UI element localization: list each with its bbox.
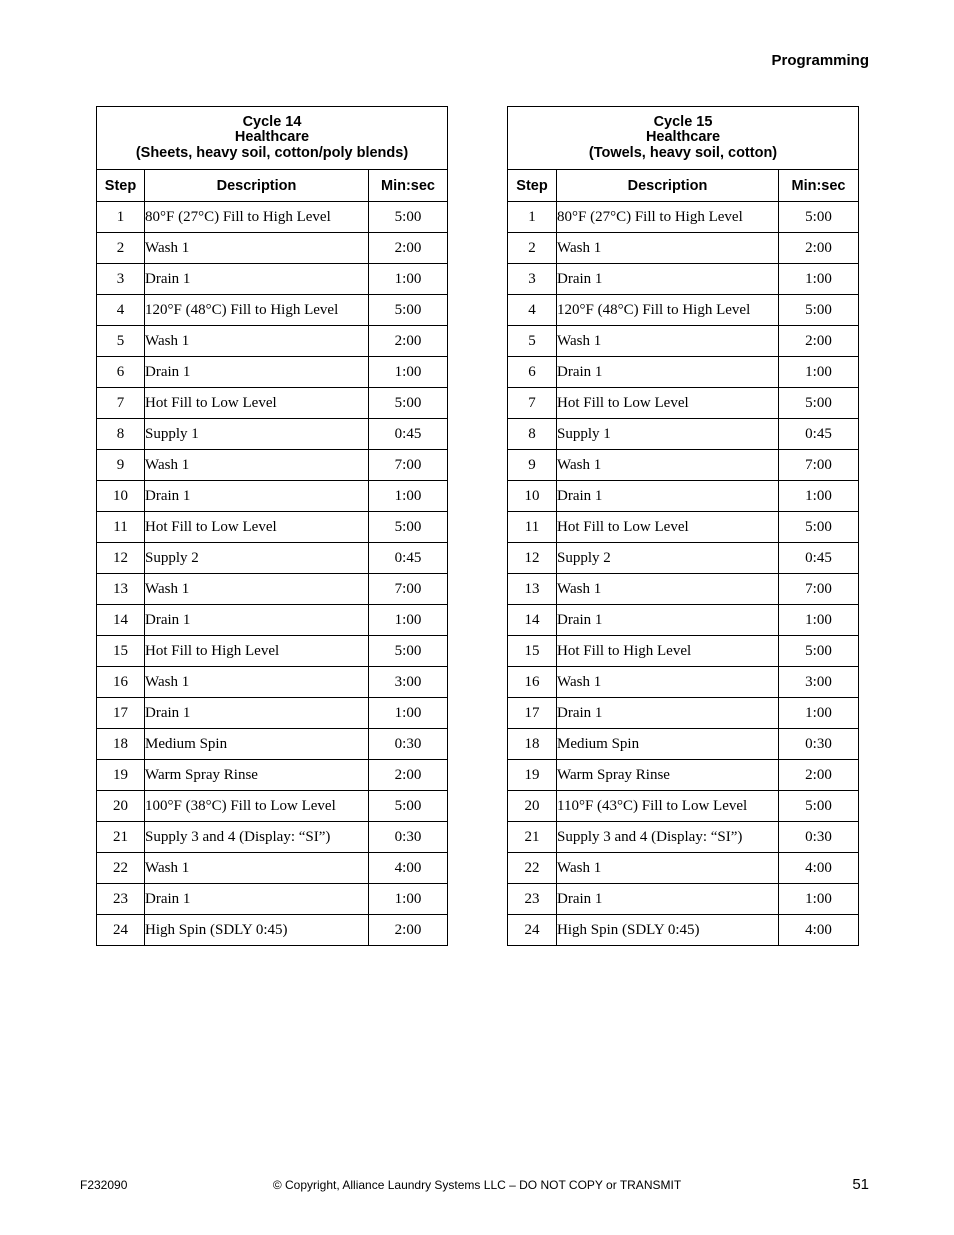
step-cell: 21 [97,822,145,853]
table-row [508,605,859,636]
description-cell: Drain 1 [145,481,369,512]
table-row [97,481,448,512]
table-row [508,419,859,450]
time-cell: 1:00 [779,481,859,512]
table-row [97,326,448,357]
time-cell: 0:30 [369,822,448,853]
description-cell: Wash 1 [145,326,369,357]
table-row [508,574,859,605]
time-cell: 1:00 [369,884,448,915]
time-cell: 5:00 [779,791,859,822]
time-cell: 5:00 [779,388,859,419]
time-cell: 5:00 [779,512,859,543]
cycle-number: Cycle 15 [653,113,713,130]
time-cell: 0:45 [369,543,448,574]
description-cell: 120°F (48°C) Fill to High Level [557,295,779,326]
step-cell: 20 [508,791,557,822]
time-cell: 1:00 [369,264,448,295]
description-cell: Drain 1 [145,698,369,729]
time-cell: 1:00 [369,357,448,388]
table-row [508,326,859,357]
cycle-category: Healthcare [234,129,310,146]
table-row [97,512,448,543]
description-cell: 100°F (38°C) Fill to Low Level [145,791,369,822]
step-cell: 15 [97,636,145,667]
step-cell: 4 [508,295,557,326]
time-cell: 7:00 [369,450,448,481]
description-cell: Supply 3 and 4 (Display: “SI”) [557,822,779,853]
description-cell: Supply 3 and 4 (Display: “SI”) [145,822,369,853]
table-row [508,636,859,667]
step-cell: 4 [97,295,145,326]
page-number: 51 [852,1176,869,1193]
cycle-15-table [507,106,859,946]
description-cell: Wash 1 [557,450,779,481]
table-row [97,853,448,884]
table-row [508,202,859,233]
step-cell: 13 [508,574,557,605]
time-cell: 7:00 [779,574,859,605]
step-cell: 18 [508,729,557,760]
table-row [97,295,448,326]
step-cell: 7 [97,388,145,419]
table-row [508,512,859,543]
table-row [97,698,448,729]
description-cell: Wash 1 [145,450,369,481]
description-cell: Wash 1 [557,667,779,698]
table-title-row [508,107,859,170]
table-row [97,822,448,853]
description-cell: 80°F (27°C) Fill to High Level [145,202,369,233]
column-header-step: Step [508,170,557,202]
table-row [97,450,448,481]
table-row [97,264,448,295]
time-cell: 2:00 [369,326,448,357]
table-row [508,667,859,698]
time-cell: 5:00 [369,791,448,822]
table-row [97,543,448,574]
table-row [508,450,859,481]
step-cell: 9 [508,450,557,481]
step-cell: 10 [97,481,145,512]
step-cell: 22 [97,853,145,884]
step-cell: 24 [97,915,145,946]
table-row [97,605,448,636]
description-cell: Hot Fill to Low Level [557,388,779,419]
table-row [97,202,448,233]
description-cell: Warm Spray Rinse [145,760,369,791]
description-cell: Wash 1 [145,233,369,264]
description-cell: Supply 1 [557,419,779,450]
step-cell: 7 [508,388,557,419]
time-cell: 7:00 [779,450,859,481]
time-cell: 5:00 [369,512,448,543]
description-cell: High Spin (SDLY 0:45) [145,915,369,946]
step-cell: 17 [508,698,557,729]
step-cell: 19 [508,760,557,791]
table-title [97,107,448,170]
table-row [97,574,448,605]
time-cell: 1:00 [779,605,859,636]
step-cell: 23 [508,884,557,915]
step-cell: 22 [508,853,557,884]
cycle-number: Cycle 14 [242,113,302,130]
description-cell: Wash 1 [557,853,779,884]
step-cell: 1 [508,202,557,233]
step-cell: 15 [508,636,557,667]
column-header-description: Description [557,170,779,202]
time-cell: 5:00 [779,202,859,233]
description-cell: Wash 1 [145,574,369,605]
step-cell: 13 [97,574,145,605]
table-row [97,915,448,946]
time-cell: 0:45 [779,419,859,450]
step-cell: 3 [508,264,557,295]
time-cell: 5:00 [779,636,859,667]
description-cell: Drain 1 [145,605,369,636]
description-cell: Medium Spin [145,729,369,760]
table-row [97,884,448,915]
time-cell: 2:00 [779,760,859,791]
description-cell: 110°F (43°C) Fill to Low Level [557,791,779,822]
time-cell: 1:00 [779,698,859,729]
description-cell: Hot Fill to Low Level [145,388,369,419]
table-row [97,791,448,822]
table-title-row [97,107,448,170]
description-cell: Drain 1 [145,884,369,915]
time-cell: 0:30 [369,729,448,760]
time-cell: 0:45 [369,419,448,450]
section-title: Programming [771,52,869,69]
step-cell: 8 [508,419,557,450]
copyright-notice: © Copyright, Alliance Laundry Systems LLC – DO NOT COPY or TRANSMIT [272,1178,682,1192]
time-cell: 1:00 [779,884,859,915]
time-cell: 1:00 [369,698,448,729]
table-row [97,729,448,760]
description-cell: Hot Fill to High Level [557,636,779,667]
description-cell: Drain 1 [557,605,779,636]
table-title [508,107,859,170]
table-row [508,233,859,264]
description-cell: Drain 1 [145,264,369,295]
step-cell: 14 [508,605,557,636]
description-cell: Drain 1 [557,698,779,729]
table-row [508,543,859,574]
table-row [508,295,859,326]
step-cell: 10 [508,481,557,512]
time-cell: 1:00 [779,264,859,295]
time-cell: 2:00 [779,233,859,264]
column-header-time: Min:sec [369,170,448,202]
time-cell: 4:00 [369,853,448,884]
time-cell: 1:00 [369,481,448,512]
table-row [97,233,448,264]
time-cell: 2:00 [369,760,448,791]
step-cell: 20 [97,791,145,822]
description-cell: Supply 1 [145,419,369,450]
description-cell: Hot Fill to High Level [145,636,369,667]
step-cell: 6 [508,357,557,388]
time-cell: 0:45 [779,543,859,574]
time-cell: 1:00 [369,605,448,636]
step-cell: 2 [508,233,557,264]
step-cell: 3 [97,264,145,295]
description-cell: Hot Fill to Low Level [557,512,779,543]
description-cell: Wash 1 [557,574,779,605]
table-row [97,388,448,419]
table-row [97,357,448,388]
step-cell: 18 [97,729,145,760]
time-cell: 5:00 [369,295,448,326]
column-header-row [97,170,448,202]
step-cell: 14 [97,605,145,636]
description-cell: Supply 2 [145,543,369,574]
step-cell: 21 [508,822,557,853]
description-cell: 80°F (27°C) Fill to High Level [557,202,779,233]
time-cell: 5:00 [369,202,448,233]
cycle-14-table [96,106,448,946]
table-row [508,760,859,791]
description-cell: Warm Spray Rinse [557,760,779,791]
table-row [97,760,448,791]
table-row [508,822,859,853]
step-cell: 6 [97,357,145,388]
description-cell: Wash 1 [145,667,369,698]
description-cell: Drain 1 [557,357,779,388]
cycle-category: Healthcare [645,129,721,146]
table-row [97,636,448,667]
cycle-subtitle: (Sheets, heavy soil, cotton/poly blends) [135,144,409,161]
description-cell: Drain 1 [557,264,779,295]
step-cell: 1 [97,202,145,233]
description-cell: 120°F (48°C) Fill to High Level [145,295,369,326]
step-cell: 17 [97,698,145,729]
time-cell: 1:00 [779,357,859,388]
description-cell: Drain 1 [557,884,779,915]
table-row [508,853,859,884]
time-cell: 5:00 [369,388,448,419]
step-cell: 23 [97,884,145,915]
cycle-subtitle: (Towels, heavy soil, cotton) [588,144,778,161]
description-cell: Wash 1 [145,853,369,884]
table-row [508,884,859,915]
description-cell: Drain 1 [557,481,779,512]
time-cell: 0:30 [779,822,859,853]
description-cell: Wash 1 [557,326,779,357]
step-cell: 11 [508,512,557,543]
time-cell: 3:00 [369,667,448,698]
table-row [508,264,859,295]
step-cell: 12 [508,543,557,574]
step-cell: 16 [508,667,557,698]
table-row [508,915,859,946]
table-row [508,481,859,512]
step-cell: 9 [97,450,145,481]
column-header-description: Description [145,170,369,202]
table-row [508,729,859,760]
time-cell: 0:30 [779,729,859,760]
column-header-row [508,170,859,202]
description-cell: Wash 1 [557,233,779,264]
step-cell: 2 [97,233,145,264]
step-cell: 16 [97,667,145,698]
time-cell: 2:00 [369,233,448,264]
table-row [97,667,448,698]
step-cell: 5 [508,326,557,357]
table-row [508,791,859,822]
description-cell: Medium Spin [557,729,779,760]
table-row [508,357,859,388]
time-cell: 2:00 [779,326,859,357]
description-cell: Hot Fill to Low Level [145,512,369,543]
table-row [508,698,859,729]
document-number: F232090 [80,1178,128,1192]
time-cell: 3:00 [779,667,859,698]
time-cell: 7:00 [369,574,448,605]
step-cell: 8 [97,419,145,450]
time-cell: 5:00 [779,295,859,326]
step-cell: 24 [508,915,557,946]
table-row [508,388,859,419]
step-cell: 12 [97,543,145,574]
step-cell: 5 [97,326,145,357]
step-cell: 19 [97,760,145,791]
column-header-time: Min:sec [779,170,859,202]
table-row [97,419,448,450]
description-cell: Drain 1 [145,357,369,388]
time-cell: 4:00 [779,853,859,884]
column-header-step: Step [97,170,145,202]
time-cell: 4:00 [779,915,859,946]
description-cell: High Spin (SDLY 0:45) [557,915,779,946]
description-cell: Supply 2 [557,543,779,574]
step-cell: 11 [97,512,145,543]
time-cell: 2:00 [369,915,448,946]
time-cell: 5:00 [369,636,448,667]
